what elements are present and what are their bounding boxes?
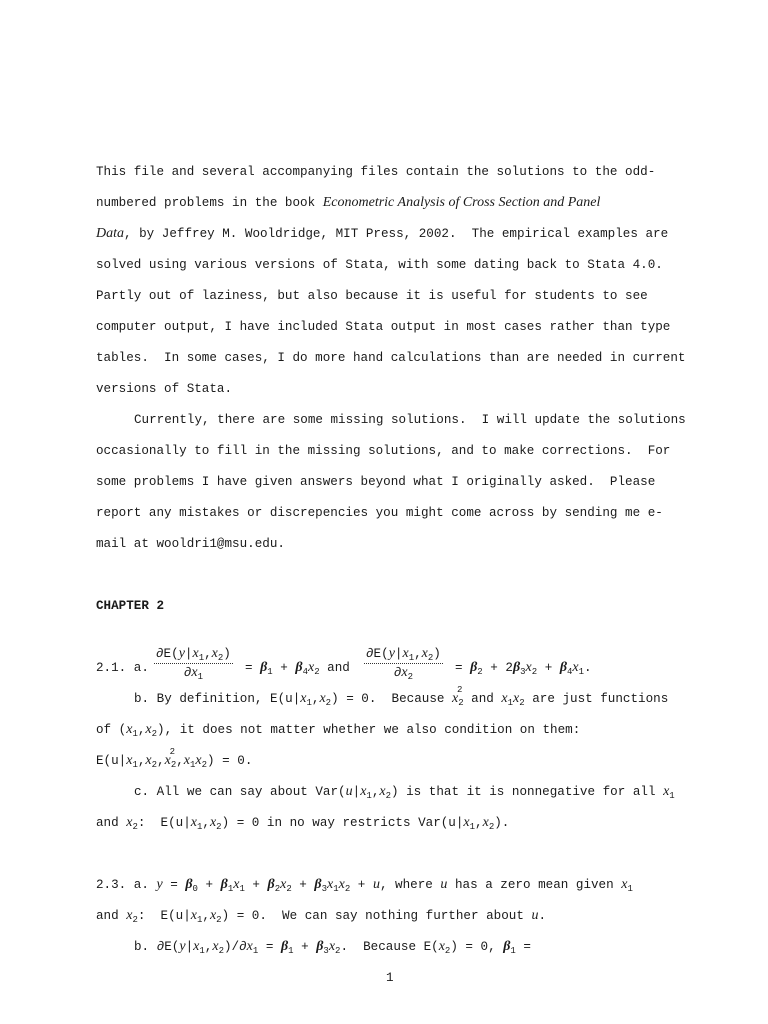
chapter-heading: CHAPTER 2 [96, 599, 165, 613]
book-title: Econometric Analysis of Cross Section and Panel [322, 195, 601, 210]
problem-2-1-c-line-1: c. All we can say about $Var(u|x_1,x_2)$ is that it is nonnegative for all $x_1$ [134, 784, 675, 801]
intro-line-5: Partly out of laziness, but also because it is useful for students to see [96, 289, 648, 303]
intro-line-10: occasionally to fill in the missing solutions, and to make corrections. For [96, 444, 671, 458]
equation-2-1-a-part1: = $\beta_1 + \beta_4x_2$ and [245, 660, 350, 677]
problem-2-1-c-line-2: and $x_2$: $E(u|x_1,x_2) = 0$ in no way restricts $Var(u|x_1,x_2)$. [96, 815, 510, 832]
problem-2-3-b-line-1: b. $\partial E(y|x_1,x_2)/\partial x_1 = \beta_1 + \beta_3x_2$. Because $E(x_2) = 0$, $\beta_1$ = [134, 939, 531, 956]
partial-derivative-fraction-2: $\frac{\partial E(y|x_1,x_2)}{\partial x_2}$ [366, 646, 441, 682]
problem-2-1-b-line-1: b. By definition, $E(u|x_1,x_2) = 0$. Because x 2 $_2$ and $x_1x_2$ are just functions [134, 685, 669, 708]
page-number: 1 [386, 971, 394, 985]
problem-2-1-b-line-3: $E(u|x_1,x_2,x$ 2 $_2,x_1x_2) = 0$. [96, 747, 253, 770]
intro-line-3: Data, by Jeffrey M. Wooldridge, MIT Press, 2002. The empirical examples are [96, 226, 669, 241]
equation-2-1-a-part2: = $\beta_2 + 2\beta_3x_2 + \beta_4x_1$. [455, 660, 592, 677]
intro-line-2: numbered problems in the book Econometric Analysis of Cross Section and Panel [96, 195, 601, 210]
intro-line-1: This file and several accompanying files contain the solutions to the odd- [96, 165, 656, 179]
intro-line-4: solved using various versions of Stata, with some dating back to Stata 4.0. [96, 258, 663, 272]
intro-line-12: report any mistakes or discrepencies you might come across by sending me e- [96, 506, 663, 520]
intro-line-6: computer output, I have included Stata output in most cases rather than type [96, 320, 671, 334]
book-title-cont: Data [96, 226, 124, 241]
intro-line-8: versions of Stata. [96, 382, 233, 396]
intro-line-11: some problems I have given answers beyond what I originally asked. Please [96, 475, 656, 489]
problem-2-3-a-line-1: 2.3. a. $y = \beta_0 + \beta_1x_1 + \beta_2x_2 + \beta_3x_1x_2 + u$, where u has a zero mean given $x_1$ [96, 877, 633, 894]
intro-line-13: mail at wooldri1@msu.edu. [96, 537, 285, 551]
partial-derivative-fraction-1: $\frac{\partial E(y|x_1,x_2)}{\partial x_1}$ [156, 646, 231, 682]
problem-2-1-label: 2.1. a. [96, 661, 149, 675]
problem-2-3-a-line-2: and $x_2$: $E(u|x_1,x_2) = 0$. We can say nothing further about u. [96, 908, 546, 925]
problem-2-1-b-line-2: of $(x_1,x_2)$, it does not matter whether we also condition on them: [96, 722, 581, 739]
intro-line-9: Currently, there are some missing solutions. I will update the solutions [134, 413, 686, 427]
intro-line-7: tables. In some cases, I do more hand calculations than are needed in current [96, 351, 686, 365]
